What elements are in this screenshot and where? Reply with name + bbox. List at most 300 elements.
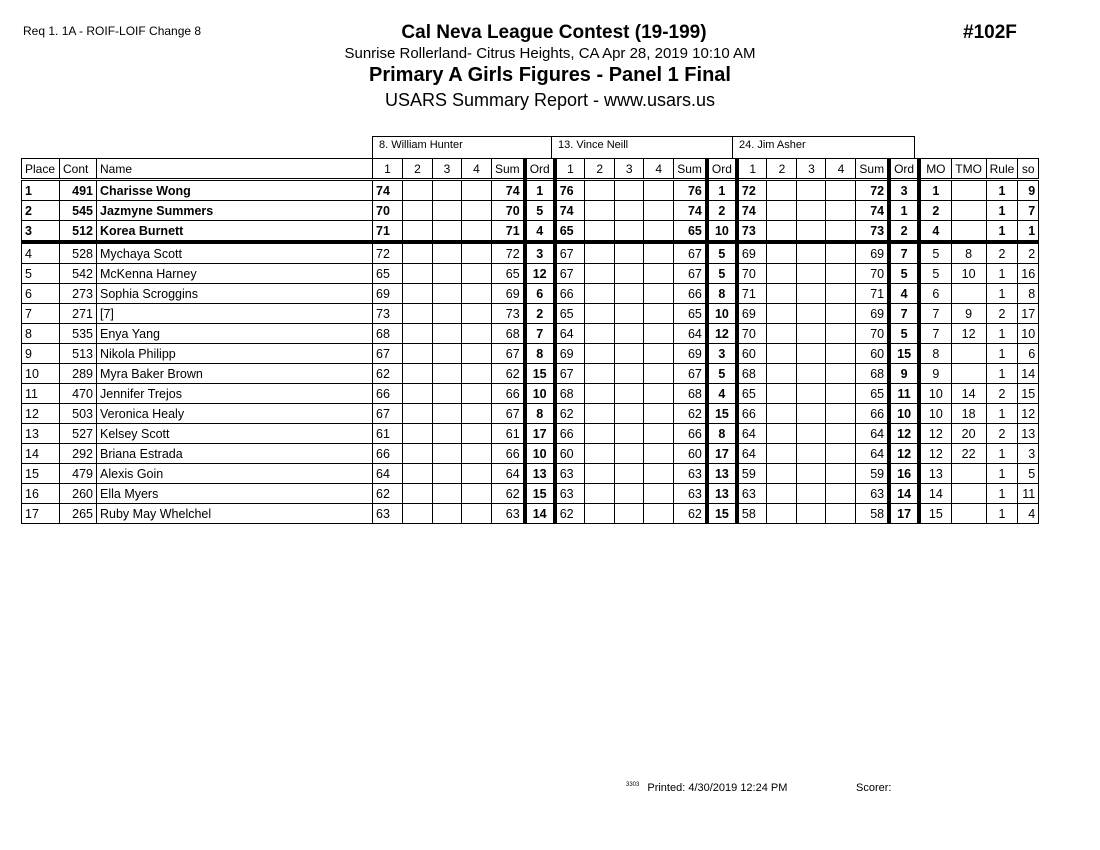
- judge-2-ord-cell: 8: [707, 284, 737, 304]
- judge-2-ord-cell: 1: [707, 180, 737, 201]
- tmo-cell: 10: [951, 264, 986, 284]
- judge-1-sum-cell: 63: [492, 504, 525, 524]
- judge-2-score1-cell: 66: [555, 424, 585, 444]
- judge-2-score4-cell: [644, 384, 674, 404]
- judge-1-score1-cell: 73: [373, 304, 403, 324]
- judge-3-score3-cell: [797, 180, 826, 201]
- cont-cell: 527: [60, 424, 97, 444]
- tmo-cell: [951, 504, 986, 524]
- tmo-cell: [951, 221, 986, 243]
- mo-cell: 15: [919, 504, 951, 524]
- judge-3-ord-cell: 12: [889, 444, 919, 464]
- mo-cell: 1: [919, 180, 951, 201]
- name-cell: Korea Burnett: [97, 221, 373, 243]
- judge-3-score1-cell: 59: [737, 464, 767, 484]
- judge-2-score2-cell: [585, 504, 615, 524]
- table-row: [22, 304, 1039, 324]
- judge-2-score2-cell: [585, 284, 615, 304]
- judge-3-score3-cell: [797, 424, 826, 444]
- place-cell: 10: [22, 364, 60, 384]
- judge-3-score2-cell: [767, 484, 797, 504]
- judge-2-score4-cell: [644, 221, 674, 243]
- judge-1-score1-cell: 62: [373, 484, 403, 504]
- rule-cell: 1: [986, 221, 1018, 243]
- judge-1-ord-cell: 8: [525, 344, 555, 364]
- mo-cell: 10: [919, 384, 951, 404]
- mo-cell: 10: [919, 404, 951, 424]
- judge-1-score1-cell: 67: [373, 344, 403, 364]
- judge-2-sum-cell: 74: [674, 201, 707, 221]
- judge-1-score3-cell: [433, 180, 462, 201]
- rule-cell: 1: [986, 504, 1018, 524]
- judge-3-ord-cell: 3: [889, 180, 919, 201]
- judge-3-score2-cell: [767, 344, 797, 364]
- so-cell: 10: [1018, 324, 1039, 344]
- judge-1-score4-cell: [462, 304, 492, 324]
- rule-cell: 1: [986, 444, 1018, 464]
- judge-1-score2-cell: [403, 364, 433, 384]
- judge-3-score2-cell: [767, 221, 797, 243]
- place-cell: 11: [22, 384, 60, 404]
- cont-cell: 535: [60, 324, 97, 344]
- judge-2-score2-cell: [585, 464, 615, 484]
- rule-cell: 2: [986, 384, 1018, 404]
- judge-2-score3-cell: [615, 324, 644, 344]
- judge-1-score3-cell: [433, 201, 462, 221]
- place-cell: 13: [22, 424, 60, 444]
- so-cell: 1: [1018, 221, 1039, 243]
- tmo-cell: [951, 364, 986, 384]
- tmo-cell: 12: [951, 324, 986, 344]
- col-j2-score1: 1: [555, 159, 585, 180]
- judge-2-sum-cell: 60: [674, 444, 707, 464]
- judge-2-score2-cell: [585, 364, 615, 384]
- judge-1-score2-cell: [403, 221, 433, 243]
- judge-1-ord-cell: 10: [525, 444, 555, 464]
- judge-2-sum-cell: 67: [674, 364, 707, 384]
- judge-2-score3-cell: [615, 364, 644, 384]
- judge-2-score3-cell: [615, 242, 644, 264]
- table-row: [22, 484, 1039, 504]
- mo-cell: 12: [919, 424, 951, 444]
- judge-1-score2-cell: [403, 324, 433, 344]
- judge-1-score3-cell: [433, 404, 462, 424]
- judge-2-sum-cell: 62: [674, 404, 707, 424]
- judge-1-score2-cell: [403, 444, 433, 464]
- table-row: [22, 324, 1039, 344]
- rule-cell: 1: [986, 264, 1018, 284]
- judge-1-score3-cell: [433, 384, 462, 404]
- col-j3-score2: 2: [767, 159, 797, 180]
- tmo-cell: [951, 464, 986, 484]
- judge-2-score4-cell: [644, 324, 674, 344]
- judge-1-score4-cell: [462, 344, 492, 364]
- judge-2-score2-cell: [585, 221, 615, 243]
- col-j1-score1: 1: [373, 159, 403, 180]
- judge-2-sum-cell: 66: [674, 284, 707, 304]
- judge-2-score3-cell: [615, 464, 644, 484]
- cont-cell: 528: [60, 242, 97, 264]
- judge-header-row: [372, 136, 915, 158]
- judge-3-score1-cell: 72: [737, 180, 767, 201]
- place-cell: 5: [22, 264, 60, 284]
- judge-3-score4-cell: [826, 384, 856, 404]
- judge-1-sum-cell: 70: [492, 201, 525, 221]
- judge-1-ord-cell: 7: [525, 324, 555, 344]
- judge-1-ord-cell: 5: [525, 201, 555, 221]
- col-j3-score4: 4: [826, 159, 856, 180]
- so-cell: 2: [1018, 242, 1039, 264]
- judge-2-score4-cell: [644, 284, 674, 304]
- judge-2-ord-cell: 13: [707, 464, 737, 484]
- judge-1-ord-cell: 6: [525, 284, 555, 304]
- judge-2-score2-cell: [585, 444, 615, 464]
- so-cell: 7: [1018, 201, 1039, 221]
- event-code: #102F: [963, 22, 1017, 43]
- table-row: [22, 221, 1039, 243]
- table-row: [22, 264, 1039, 284]
- judge-1-score3-cell: [433, 344, 462, 364]
- judge-1-score3-cell: [433, 324, 462, 344]
- tmo-cell: [951, 484, 986, 504]
- judge-3-score3-cell: [797, 404, 826, 424]
- judge-2-score4-cell: [644, 484, 674, 504]
- judge-2-sum-cell: 69: [674, 344, 707, 364]
- judge-1-score4-cell: [462, 364, 492, 384]
- so-cell: 5: [1018, 464, 1039, 484]
- judge-3-sum-cell: 68: [856, 364, 889, 384]
- judge-1-score4-cell: [462, 201, 492, 221]
- judge-1-sum-cell: 72: [492, 242, 525, 264]
- mo-cell: 4: [919, 221, 951, 243]
- judge-3-sum-cell: 64: [856, 444, 889, 464]
- judge-2-sum-cell: 76: [674, 180, 707, 201]
- judge-2-score1-cell: 67: [555, 364, 585, 384]
- judge-1-sum-cell: 74: [492, 180, 525, 201]
- judge-3-ord-cell: 10: [889, 404, 919, 424]
- judge-1-score2-cell: [403, 464, 433, 484]
- judge-3-score3-cell: [797, 242, 826, 264]
- mo-cell: 12: [919, 444, 951, 464]
- judge-3-ord-cell: 5: [889, 264, 919, 284]
- judge-3-score2-cell: [767, 324, 797, 344]
- judge-2-sum-cell: 64: [674, 324, 707, 344]
- judge-3-sum-cell: 74: [856, 201, 889, 221]
- place-cell: 12: [22, 404, 60, 424]
- judge-1-ord-cell: 15: [525, 364, 555, 384]
- judge-1-sum-cell: 66: [492, 444, 525, 464]
- cont-cell: 260: [60, 484, 97, 504]
- judge-1-score2-cell: [403, 484, 433, 504]
- rule-cell: 2: [986, 424, 1018, 444]
- judge-2-score2-cell: [585, 264, 615, 284]
- col-j1-score2: 2: [403, 159, 433, 180]
- judge-2-score1-cell: 67: [555, 242, 585, 264]
- judge-2-sum-cell: 63: [674, 484, 707, 504]
- judge-1-score1-cell: 67: [373, 404, 403, 424]
- judge-3-score1-cell: 73: [737, 221, 767, 243]
- judge-1-score2-cell: [403, 384, 433, 404]
- judge-2-score3-cell: [615, 484, 644, 504]
- judge-2-sum-cell: 65: [674, 304, 707, 324]
- judge-2-score2-cell: [585, 242, 615, 264]
- judge-2-score2-cell: [585, 424, 615, 444]
- judge-2-score3-cell: [615, 344, 644, 364]
- col-j3-score3: 3: [797, 159, 826, 180]
- judge-2-score2-cell: [585, 344, 615, 364]
- judge-3-score2-cell: [767, 404, 797, 424]
- judge-3-score4-cell: [826, 284, 856, 304]
- judge-3-score1-cell: 64: [737, 424, 767, 444]
- cont-cell: 513: [60, 344, 97, 364]
- judge-3-sum-cell: 69: [856, 242, 889, 264]
- judge-1-score1-cell: 72: [373, 242, 403, 264]
- judge-2-ord-cell: 5: [707, 364, 737, 384]
- judge-1-score1-cell: 65: [373, 264, 403, 284]
- so-cell: 16: [1018, 264, 1039, 284]
- judge-3-score3-cell: [797, 364, 826, 384]
- name-cell: Ella Myers: [97, 484, 373, 504]
- judge-3-score2-cell: [767, 180, 797, 201]
- scorer-label: Scorer:: [856, 782, 892, 794]
- tmo-cell: 9: [951, 304, 986, 324]
- judge-2-score4-cell: [644, 264, 674, 284]
- judge-1-score2-cell: [403, 504, 433, 524]
- judge-3-score4-cell: [826, 464, 856, 484]
- judge-3-score2-cell: [767, 201, 797, 221]
- judge-2-sum-cell: 68: [674, 384, 707, 404]
- judge-1-sum-cell: 66: [492, 384, 525, 404]
- judge-3-score4-cell: [826, 504, 856, 524]
- rule-cell: 1: [986, 364, 1018, 384]
- judge-3-sum-cell: 65: [856, 384, 889, 404]
- judge-1-score4-cell: [462, 242, 492, 264]
- judge-3-score3-cell: [797, 264, 826, 284]
- judge-1-ord-cell: 8: [525, 404, 555, 424]
- judge-3-score4-cell: [826, 324, 856, 344]
- table-row: [22, 242, 1039, 264]
- tmo-cell: [951, 180, 986, 201]
- judge-3-score1-cell: 74: [737, 201, 767, 221]
- judge-3-sum-cell: 59: [856, 464, 889, 484]
- judge-2-score4-cell: [644, 242, 674, 264]
- so-cell: 12: [1018, 404, 1039, 424]
- tmo-cell: [951, 201, 986, 221]
- judge-2-ord-cell: 4: [707, 384, 737, 404]
- table-row: [22, 180, 1039, 201]
- request-label: Req 1. 1A - ROIF-LOIF Change 8: [23, 24, 202, 38]
- col-mo: MO: [919, 159, 951, 180]
- judge-2-ord-cell: 13: [707, 484, 737, 504]
- name-cell: Nikola Philipp: [97, 344, 373, 364]
- judge-1-score4-cell: [462, 484, 492, 504]
- place-cell: 15: [22, 464, 60, 484]
- judge-2-sum-cell: 63: [674, 464, 707, 484]
- judge-2-score3-cell: [615, 424, 644, 444]
- place-cell: 7: [22, 304, 60, 324]
- cont-cell: 271: [60, 304, 97, 324]
- name-cell: Enya Yang: [97, 324, 373, 344]
- judge-3-score1-cell: 71: [737, 284, 767, 304]
- col-j1-ord: Ord: [525, 159, 555, 180]
- judge-2-score3-cell: [615, 180, 644, 201]
- cont-cell: 491: [60, 180, 97, 201]
- tmo-cell: [951, 284, 986, 304]
- judge-3-score4-cell: [826, 201, 856, 221]
- judge-3-score1-cell: 68: [737, 364, 767, 384]
- judge-3-score4-cell: [826, 180, 856, 201]
- tmo-cell: 18: [951, 404, 986, 424]
- cont-cell: 545: [60, 201, 97, 221]
- col-j2-sum: Sum: [674, 159, 707, 180]
- judge-3-score1-cell: 65: [737, 384, 767, 404]
- judge-1-score1-cell: 61: [373, 424, 403, 444]
- judge-1-score3-cell: [433, 484, 462, 504]
- judge-2-ord-cell: 5: [707, 242, 737, 264]
- judge-2-score4-cell: [644, 180, 674, 201]
- event-title: Primary A Girls Figures - Panel 1 Final: [369, 64, 731, 86]
- rule-cell: 1: [986, 464, 1018, 484]
- place-cell: 4: [22, 242, 60, 264]
- judge-3-ord-cell: 1: [889, 201, 919, 221]
- mo-cell: 2: [919, 201, 951, 221]
- name-cell: Ruby May Whelchel: [97, 504, 373, 524]
- judge-3-score1-cell: 69: [737, 242, 767, 264]
- judge-3-sum-cell: 70: [856, 264, 889, 284]
- judge-2-score1-cell: 74: [555, 201, 585, 221]
- judge-3-score2-cell: [767, 364, 797, 384]
- judge-2-sum-cell: 67: [674, 242, 707, 264]
- judge-3-score4-cell: [826, 404, 856, 424]
- judge-1-score1-cell: 63: [373, 504, 403, 524]
- judge-1-ord-cell: 17: [525, 424, 555, 444]
- judge-2-score2-cell: [585, 324, 615, 344]
- judge-2-sum-cell: 65: [674, 221, 707, 243]
- judge-2-score4-cell: [644, 424, 674, 444]
- judge-2-score4-cell: [644, 504, 674, 524]
- cont-cell: 265: [60, 504, 97, 524]
- judge-2-ord-cell: 3: [707, 344, 737, 364]
- judge-2-score4-cell: [644, 364, 674, 384]
- judge-1-sum-cell: 62: [492, 364, 525, 384]
- judge-2-score1-cell: 66: [555, 284, 585, 304]
- name-cell: Myra Baker Brown: [97, 364, 373, 384]
- judge-2-score1-cell: 76: [555, 180, 585, 201]
- place-cell: 1: [22, 180, 60, 201]
- mo-cell: 5: [919, 242, 951, 264]
- judge-2-score2-cell: [585, 180, 615, 201]
- table-row: [22, 444, 1039, 464]
- judge-2-ord-cell: 10: [707, 304, 737, 324]
- judge-1-score4-cell: [462, 284, 492, 304]
- table-row: [22, 284, 1039, 304]
- name-cell: [7]: [97, 304, 373, 324]
- place-cell: 2: [22, 201, 60, 221]
- judge-1-score4-cell: [462, 180, 492, 201]
- judge-1-score4-cell: [462, 444, 492, 464]
- mo-cell: 6: [919, 284, 951, 304]
- place-cell: 14: [22, 444, 60, 464]
- cont-cell: 289: [60, 364, 97, 384]
- judge-3-score2-cell: [767, 384, 797, 404]
- judge-3-score3-cell: [797, 384, 826, 404]
- judge-2-score3-cell: [615, 404, 644, 424]
- judge-3-score1-cell: 60: [737, 344, 767, 364]
- mo-cell: 7: [919, 304, 951, 324]
- judge-3-sum-cell: 66: [856, 404, 889, 424]
- place-cell: 6: [22, 284, 60, 304]
- judge-1-label: 8. William Hunter: [372, 136, 552, 158]
- judge-2-score1-cell: 63: [555, 484, 585, 504]
- judge-2-ord-cell: 8: [707, 424, 737, 444]
- judge-2-score3-cell: [615, 304, 644, 324]
- table-row: [22, 464, 1039, 484]
- judge-2-label: 13. Vince Neill: [552, 136, 733, 158]
- judge-1-score3-cell: [433, 424, 462, 444]
- rule-cell: 1: [986, 180, 1018, 201]
- col-j3-score1: 1: [737, 159, 767, 180]
- cont-cell: 512: [60, 221, 97, 243]
- cont-cell: 470: [60, 384, 97, 404]
- judge-3-score3-cell: [797, 344, 826, 364]
- judge-1-sum-cell: 73: [492, 304, 525, 324]
- judge-1-score4-cell: [462, 504, 492, 524]
- judge-3-sum-cell: 72: [856, 180, 889, 201]
- judge-3-sum-cell: 58: [856, 504, 889, 524]
- table-row: [22, 201, 1039, 221]
- judge-2-score1-cell: 62: [555, 404, 585, 424]
- judge-1-score2-cell: [403, 201, 433, 221]
- name-cell: Jazmyne Summers: [97, 201, 373, 221]
- judge-2-score1-cell: 62: [555, 504, 585, 524]
- name-cell: Briana Estrada: [97, 444, 373, 464]
- judge-3-score1-cell: 70: [737, 264, 767, 284]
- results-table: [21, 158, 1039, 524]
- cont-cell: 273: [60, 284, 97, 304]
- judge-1-score3-cell: [433, 284, 462, 304]
- judge-3-ord-cell: 14: [889, 484, 919, 504]
- judge-3-ord-cell: 4: [889, 284, 919, 304]
- judge-1-ord-cell: 13: [525, 464, 555, 484]
- rule-cell: 1: [986, 344, 1018, 364]
- printed-timestamp: Printed: 4/30/2019 12:24 PM: [647, 782, 788, 794]
- judge-3-sum-cell: 70: [856, 324, 889, 344]
- judge-2-score1-cell: 65: [555, 304, 585, 324]
- so-cell: 8: [1018, 284, 1039, 304]
- judge-1-score4-cell: [462, 221, 492, 243]
- judge-3-score3-cell: [797, 304, 826, 324]
- judge-2-score1-cell: 69: [555, 344, 585, 364]
- judge-3-score4-cell: [826, 264, 856, 284]
- judge-3-score3-cell: [797, 324, 826, 344]
- judge-3-label: 24. Jim Asher: [733, 136, 915, 158]
- cont-cell: 292: [60, 444, 97, 464]
- tmo-cell: 20: [951, 424, 986, 444]
- tmo-cell: 8: [951, 242, 986, 264]
- judge-2-ord-cell: 10: [707, 221, 737, 243]
- judge-2-score2-cell: [585, 484, 615, 504]
- judge-3-ord-cell: 11: [889, 384, 919, 404]
- judge-1-score4-cell: [462, 464, 492, 484]
- judge-2-score4-cell: [644, 201, 674, 221]
- judge-1-score1-cell: 62: [373, 364, 403, 384]
- so-cell: 3: [1018, 444, 1039, 464]
- judge-1-score4-cell: [462, 424, 492, 444]
- judge-1-sum-cell: 69: [492, 284, 525, 304]
- judge-1-ord-cell: 15: [525, 484, 555, 504]
- judge-3-ord-cell: 2: [889, 221, 919, 243]
- judge-2-score3-cell: [615, 504, 644, 524]
